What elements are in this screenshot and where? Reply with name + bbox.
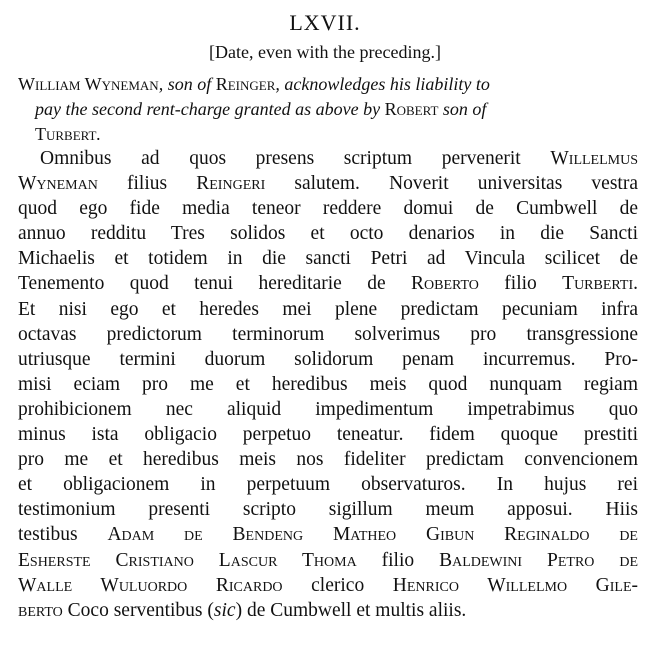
body-line — [18, 548, 638, 573]
body-line — [18, 372, 638, 397]
body-line-segment: Baldewini Petro de — [439, 549, 638, 571]
body-line-segment: utriusque termini duorum solidorum penam incurremus. Pro- — [18, 348, 638, 370]
body-line-segment: Willelmus — [550, 148, 638, 169]
body-line — [18, 271, 638, 296]
body-line — [18, 447, 638, 472]
body-line — [18, 598, 638, 623]
summary-line — [18, 97, 636, 122]
body-line-segment: Esherste Cristiano Lascur Thoma — [18, 549, 357, 571]
body-line-segment: pro me et heredibus meis nos fideliter predictam convencionem — [18, 449, 638, 471]
summary-line-segment: Turbert — [35, 124, 97, 144]
body-line-segment: prohibicionem nec aliquid impedimentum impetrabimus quo — [18, 398, 638, 420]
body-line — [18, 347, 638, 372]
body-line — [18, 472, 638, 497]
summary-line — [18, 72, 636, 97]
body-line-segment: Tenemento quod tenui hereditarie de — [18, 273, 411, 295]
summary-line-segment: son of — [438, 99, 487, 119]
body-line-segment: salutem. Noverit universitas vestra — [265, 173, 638, 195]
body-line-segment: Walle Wuluordo Ricardo — [18, 574, 283, 596]
summary-line-segment: William Wyneman — [18, 74, 159, 94]
body-line-segment: Michaelis et totidem in die sancti Petri ad Vincula scilicet de — [18, 248, 638, 270]
body-line-segment: Adam de Bendeng Matheo Gibun Reginaldo de — [107, 524, 638, 546]
body-line-segment: octavas predictorum terminorum solverimus pro transgressione — [18, 323, 638, 345]
body-line-segment: ) de Cumbwell et multis aliis. — [235, 599, 467, 621]
body-line — [18, 322, 638, 347]
body-line — [18, 196, 638, 221]
body-line-segment: berto — [18, 599, 63, 621]
body-line-segment: Wyneman — [18, 173, 98, 195]
body-line-segment: quod ego fide media teneor reddere domui de Cumbwell de — [18, 198, 638, 220]
body-line — [18, 522, 638, 547]
body-line-segment: annuo redditu Tres solidos et octo denarios in die Sancti — [18, 223, 638, 245]
summary-line-segment: , son of — [158, 74, 216, 94]
body-line-segment: testibus — [18, 524, 108, 546]
dateline: [Date, even with the preceding.] — [209, 42, 441, 62]
body-line-segment: testimonium presenti scripto sigillum meum apposui. Hiis — [18, 499, 638, 521]
body-line — [18, 497, 638, 522]
charter-body — [18, 146, 638, 623]
body-line — [18, 397, 638, 422]
body-line-segment: . — [633, 273, 638, 295]
body-line — [18, 171, 638, 196]
body-line-segment: Omnibus ad quos presens scriptum pervenerit — [40, 148, 551, 169]
charter-summary — [18, 72, 636, 147]
summary-line-segment: Robert — [384, 99, 439, 119]
body-line — [18, 297, 638, 322]
body-line-segment: et obligacionem in perpetuum observaturos. In hujus rei — [18, 474, 638, 496]
charter-number-heading: LXVII. — [289, 10, 361, 35]
body-line — [18, 221, 638, 246]
body-line-segment: filius — [97, 173, 197, 195]
body-line-segment: filio — [478, 273, 563, 295]
summary-line-segment: . — [96, 124, 101, 144]
summary-line-segment: Reinger — [215, 74, 276, 94]
body-line-segment: Et nisi ego et heredes mei plene predictam pecuniam infra — [18, 298, 638, 320]
body-line — [18, 246, 638, 271]
body-line-segment: Reingeri — [196, 173, 266, 195]
body-line-segment: Henrico Willelmo Gile- — [392, 574, 639, 596]
body-line-segment: filio — [356, 549, 440, 571]
body-line-segment: sic — [213, 599, 236, 621]
summary-line — [18, 122, 636, 147]
body-line-segment: Turberti — [562, 273, 634, 295]
body-line-segment: clerico — [282, 574, 393, 596]
body-line-segment: Roberto — [410, 273, 479, 295]
body-line-segment: minus ista obligacio perpetuo teneatur. fidem quoque prestiti — [18, 424, 638, 446]
body-line-segment: Coco serventibus ( — [62, 599, 214, 621]
body-line-segment: misi eciam pro me et heredibus meis quod nunquam regiam — [18, 373, 638, 395]
body-line — [18, 146, 638, 171]
summary-line-segment: , acknowledges his liability to — [275, 74, 490, 94]
body-line — [18, 573, 638, 598]
body-line — [18, 422, 638, 447]
summary-line-segment: pay the second rent-charge granted as above by — [35, 99, 385, 119]
